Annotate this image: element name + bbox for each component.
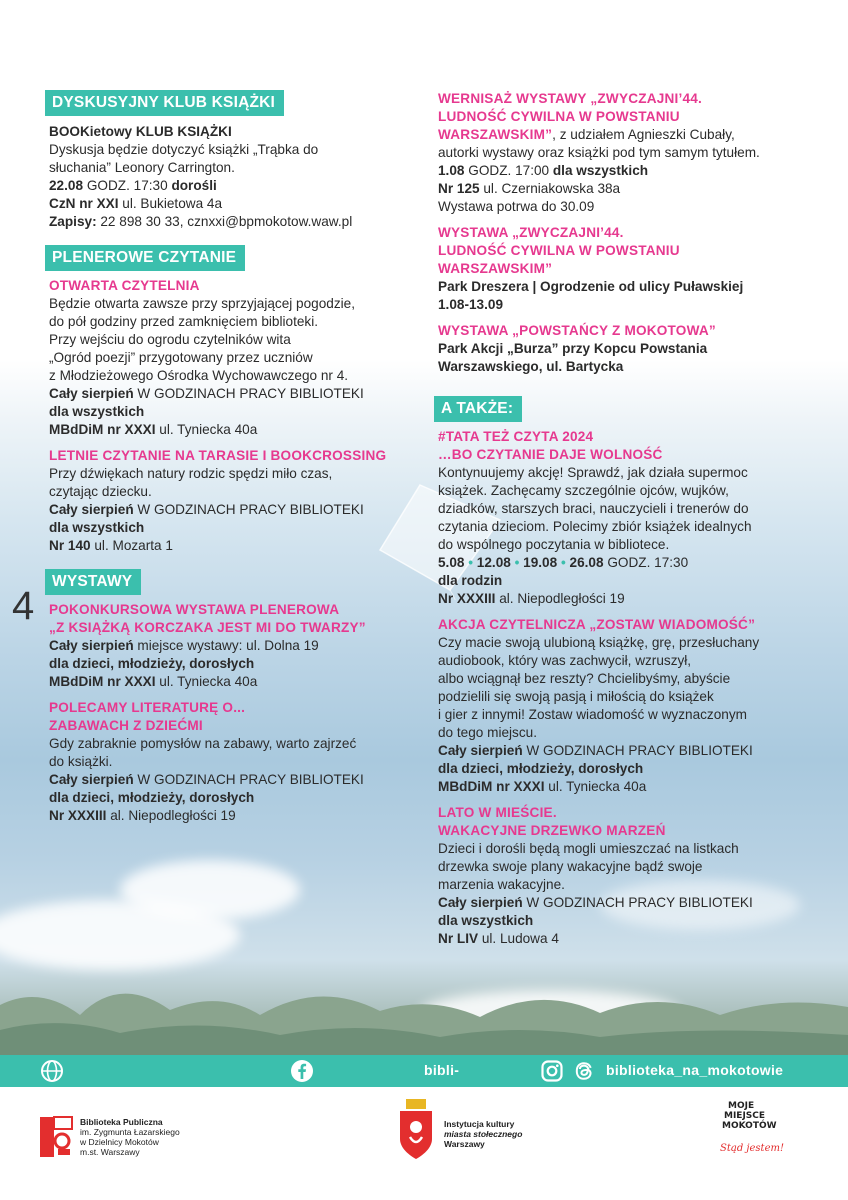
event-place: Park Akcji „Burza” przy Kopcu Powstania [438, 341, 708, 356]
event-title: ZABAWACH Z DZIEĆMI [49, 718, 203, 733]
event-date: 19.08 [523, 555, 558, 570]
event-title: WERNISAŻ WYSTAWY „ZWYCZAJNI’44. [438, 91, 702, 106]
branch-name: Nr XXXIII [438, 591, 496, 606]
event-description: Dzieci i dorośli będą mogli umieszczać na listkach [438, 841, 739, 856]
branch-address: ul. Czerniakowska 38a [483, 181, 621, 196]
event-korczak-exhibition [49, 601, 409, 691]
event-title: LETNIE CZYTANIE NA TARASIE I BOOKCROSSING [49, 448, 387, 463]
branch-name: Nr LIV [438, 931, 479, 946]
city-institution-text [444, 1119, 522, 1149]
event-date: 22.08 [49, 178, 84, 193]
event-title: WAKACYJNE DRZEWKO MARZEŃ [438, 823, 666, 838]
event-title: POKONKURSOWA WYSTAWA PLENEROWA [49, 602, 340, 617]
institution-line: miasta stołecznego [444, 1129, 523, 1139]
branch-address: ul. Bukietowa 4a [122, 196, 223, 211]
section-exhibitions [49, 569, 409, 825]
signup-contact: 22 898 30 33, cznxxi@bpmokotow.waw.pl [100, 214, 353, 229]
event-title: WARSZAWSKIM” [438, 127, 553, 142]
social-handle[interactable]: biblioteka_na_mokotowie [606, 1062, 784, 1078]
branch-address: ul. Tyniecka 40a [159, 674, 258, 689]
branch-address: ul. Mozarta 1 [94, 538, 173, 553]
date-separator: • [560, 555, 566, 570]
event-description: „Ogród poezji” przygotowany przez uczniów [49, 350, 313, 365]
event-place: miejsce wystawy: ul. Dolna 19 [137, 638, 319, 653]
section-header: WYSTAWY [45, 569, 141, 595]
branch-name: CzN nr XXI [49, 196, 119, 211]
event-title: BOOKietowy KLUB KSIĄŻKI [49, 124, 232, 139]
event-time: GODZ. 17:30 [86, 178, 168, 193]
exhibition-duration: Wystawa potrwa do 30.09 [438, 199, 595, 214]
branch-address: ul. Tyniecka 40a [159, 422, 258, 437]
event-time: GODZ. 17:30 [607, 555, 689, 570]
event-description: czytając dziecku. [49, 484, 152, 499]
section-discussion-club [49, 90, 409, 231]
event-terrace-reading [49, 447, 409, 555]
branch-name: Nr XXXIII [49, 808, 107, 823]
event-open-reading-room [49, 277, 409, 439]
event-title: LUDNOŚĆ CYWILNA W POWSTANIU [438, 109, 680, 124]
event-audience: dla wszystkich [49, 520, 145, 535]
meadow-grass [0, 945, 848, 1055]
section-header: PLENEROWE CZYTANIE [45, 245, 245, 271]
event-date: 12.08 [476, 555, 511, 570]
event-description: audiobook, który was zachwycił, wzruszył, [438, 653, 692, 668]
section-also [438, 396, 808, 948]
cloud [120, 860, 300, 920]
event-description: autorki wystawy oraz książki pod tym samym tytułem. [438, 145, 760, 160]
branch-address: ul. Tyniecka 40a [548, 779, 647, 794]
library-name-line: m.st. Warszawy [80, 1147, 140, 1157]
event-description: Będzie otwarta zawsze przy sprzyjającej pogodzie, [49, 296, 356, 311]
event-hours: W GODZINACH PRACY BIBLIOTEKI [526, 743, 753, 758]
event-description: do pół godziny przed zamknięciem biblioteki. [49, 314, 318, 329]
event-zostaw-wiadomosc [438, 616, 808, 796]
facebook-icon[interactable] [290, 1059, 314, 1083]
event-hours: W GODZINACH PRACY BIBLIOTEKI [137, 502, 364, 517]
event-title: LUDNOŚĆ CYWILNA W POWSTANIU [438, 243, 680, 258]
right-column [438, 90, 808, 956]
branch-name: MBdDiM nr XXXI [49, 674, 156, 689]
event-title: „Z KSIĄŻKĄ KORCZAKA JEST MI DO TWARZY” [49, 620, 366, 635]
website-text[interactable]: bibli- [424, 1062, 460, 1078]
moje-miejsce-mokotow-logo [718, 1101, 798, 1171]
signup-label: Zapisy: [49, 214, 97, 229]
branch-address: ul. Ludowa 4 [481, 931, 559, 946]
event-drzewko-marzen [438, 804, 808, 948]
event-description: słuchania” Leonory Carrington. [49, 160, 235, 175]
event-title: …BO CZYTANIE DAJE WOLNOŚĆ [438, 447, 663, 462]
event-description: czytania dzieciom. Polecimy zbiór książek idealnych [438, 519, 752, 534]
left-column [49, 90, 409, 833]
library-name-line: im. Zygmunta Łazarskiego [80, 1127, 180, 1137]
date-separator: • [514, 555, 520, 570]
event-tata-czyta [438, 428, 808, 608]
event-when: Cały sierpień [49, 386, 134, 401]
event-title: WYSTAWA „POWSTAŃCY Z MOKOTOWA” [438, 323, 716, 338]
section-header: A TAKŻE: [434, 396, 522, 422]
event-powstancy-exhibition [438, 322, 808, 376]
date-separator: • [468, 555, 474, 570]
event-description: Przy wejściu do ogrodu czytelników wita [49, 332, 291, 347]
logo-line: MOKOTÓW [722, 1121, 777, 1131]
logo-slogan: Stąd jestem! [720, 1143, 784, 1154]
library-logo-icon [38, 1115, 74, 1159]
event-when: Cały sierpień [438, 895, 523, 910]
library-name-line: Biblioteka Publiczna [80, 1117, 163, 1127]
event-description: albo wciągnął bez reszty? Chcielibyśmy, abyście [438, 671, 731, 686]
threads-icon[interactable] [572, 1059, 596, 1083]
library-name-line: w Dzielnicy Mokotów [80, 1137, 159, 1147]
instagram-icon[interactable] [540, 1059, 564, 1083]
branch-name: Nr 140 [49, 538, 91, 553]
event-literature-recommendation [49, 699, 409, 825]
logo-line: MOJE [728, 1101, 755, 1111]
event-description: , z udziałem Agnieszki Cubały, [552, 127, 735, 142]
event-when: Cały sierpień [49, 502, 134, 517]
section-header: DYSKUSYJNY KLUB KSIĄŻKI [45, 90, 284, 116]
event-when: Cały sierpień [49, 638, 134, 653]
event-audience: dla rodzin [438, 573, 503, 588]
event-description: z Młodzieżowego Ośrodka Wychowawczego nr 4. [49, 368, 349, 383]
event-audience: dla dzieci, młodzieży, dorosłych [49, 790, 255, 805]
event-vernissage [438, 90, 808, 216]
branch-address: al. Niepodległości 19 [499, 591, 625, 606]
event-description: Dyskusja będzie dotyczyć książki „Trąbka do [49, 142, 319, 157]
event-description: do wspólnego poczytania w bibliotece. [438, 537, 670, 552]
event-description: i gier z innymi! Zostaw wiadomość w wyznaczonym [438, 707, 747, 722]
event-time: GODZ. 17:00 [468, 163, 550, 178]
event-title: WYSTAWA „ZWYCZAJNI’44. [438, 225, 624, 240]
event-description: dziadków, starszych braci, nauczycieli i trenerów do [438, 501, 749, 516]
event-description: Kontynuujemy akcję! Sprawdź, jak działa supermoc [438, 465, 748, 480]
warsaw-coat-of-arms-icon [398, 1099, 434, 1161]
event-audience: dorośli [171, 178, 217, 193]
event-date: 1.08 [438, 163, 465, 178]
event-place: Warszawskiego, ul. Bartycka [438, 359, 624, 374]
event-description: do książki. [49, 754, 113, 769]
event-description: do tego miejscu. [438, 725, 537, 740]
event-title: LATO W MIEŚCIE. [438, 805, 557, 820]
event-title: AKCJA CZYTELNICZA „ZOSTAW WIADOMOŚĆ” [438, 617, 756, 632]
event-date: 5.08 [438, 555, 465, 570]
event-hours: W GODZINACH PRACY BIBLIOTEKI [137, 386, 364, 401]
event-title: WARSZAWSKIM” [438, 261, 553, 276]
section-outdoor-reading [49, 245, 409, 555]
event-audience: dla dzieci, młodzieży, dorosłych [49, 656, 255, 671]
event-when: Cały sierpień [438, 743, 523, 758]
event-description: marzenia wakacyjne. [438, 877, 565, 892]
event-audience: dla dzieci, młodzieży, dorosłych [438, 761, 644, 776]
branch-name: MBdDiM nr XXXI [49, 422, 156, 437]
event-description: książek. Zachęcamy szczególnie ojców, wujków, [438, 483, 729, 498]
page-number: 4 [12, 584, 35, 628]
event-date: 26.08 [569, 555, 604, 570]
event-dates: 1.08-13.09 [438, 297, 504, 312]
event-description: Przy dźwiękach natury rodzic spędzi miło czas, [49, 466, 333, 481]
event-description: Gdy zabraknie pomysłów na zabawy, warto zajrzeć [49, 736, 357, 751]
event-description: drzewka swoje plany wakacyjne bądź swoje [438, 859, 703, 874]
globe-icon[interactable] [40, 1059, 64, 1083]
event-audience: dla wszystkich [552, 163, 649, 178]
library-name [80, 1117, 180, 1157]
event-audience: dla wszystkich [438, 913, 534, 928]
event-description: Czy macie swoją ulubioną książkę, grę, przesłuchany [438, 635, 760, 650]
event-when: Cały sierpień [49, 772, 134, 787]
event-title: POLECAMY LITERATURĘ O... [49, 700, 246, 715]
logos-strip [0, 1087, 848, 1200]
event-hours: W GODZINACH PRACY BIBLIOTEKI [526, 895, 753, 910]
branch-name: MBdDiM nr XXXI [438, 779, 545, 794]
event-audience: dla wszystkich [49, 404, 145, 419]
event-place: Park Dreszera | Ogrodzenie od ulicy Puławskiej [438, 279, 744, 294]
branch-name: Nr 125 [438, 181, 480, 196]
event-zwyczajni-exhibition [438, 224, 808, 314]
institution-line: Warszawy [444, 1139, 485, 1149]
event-title: #TATA TEŻ CZYTA 2024 [438, 429, 594, 444]
logo-line: MIEJSCE [724, 1111, 766, 1121]
social-footer-bar [0, 1055, 848, 1087]
institution-line: Instytucja kultury [444, 1119, 515, 1129]
event-hours: W GODZINACH PRACY BIBLIOTEKI [137, 772, 364, 787]
branch-address: al. Niepodległości 19 [110, 808, 236, 823]
event-description: podzielili się swoją pasją i miłością do książek [438, 689, 714, 704]
event-title: OTWARTA CZYTELNIA [49, 278, 200, 293]
